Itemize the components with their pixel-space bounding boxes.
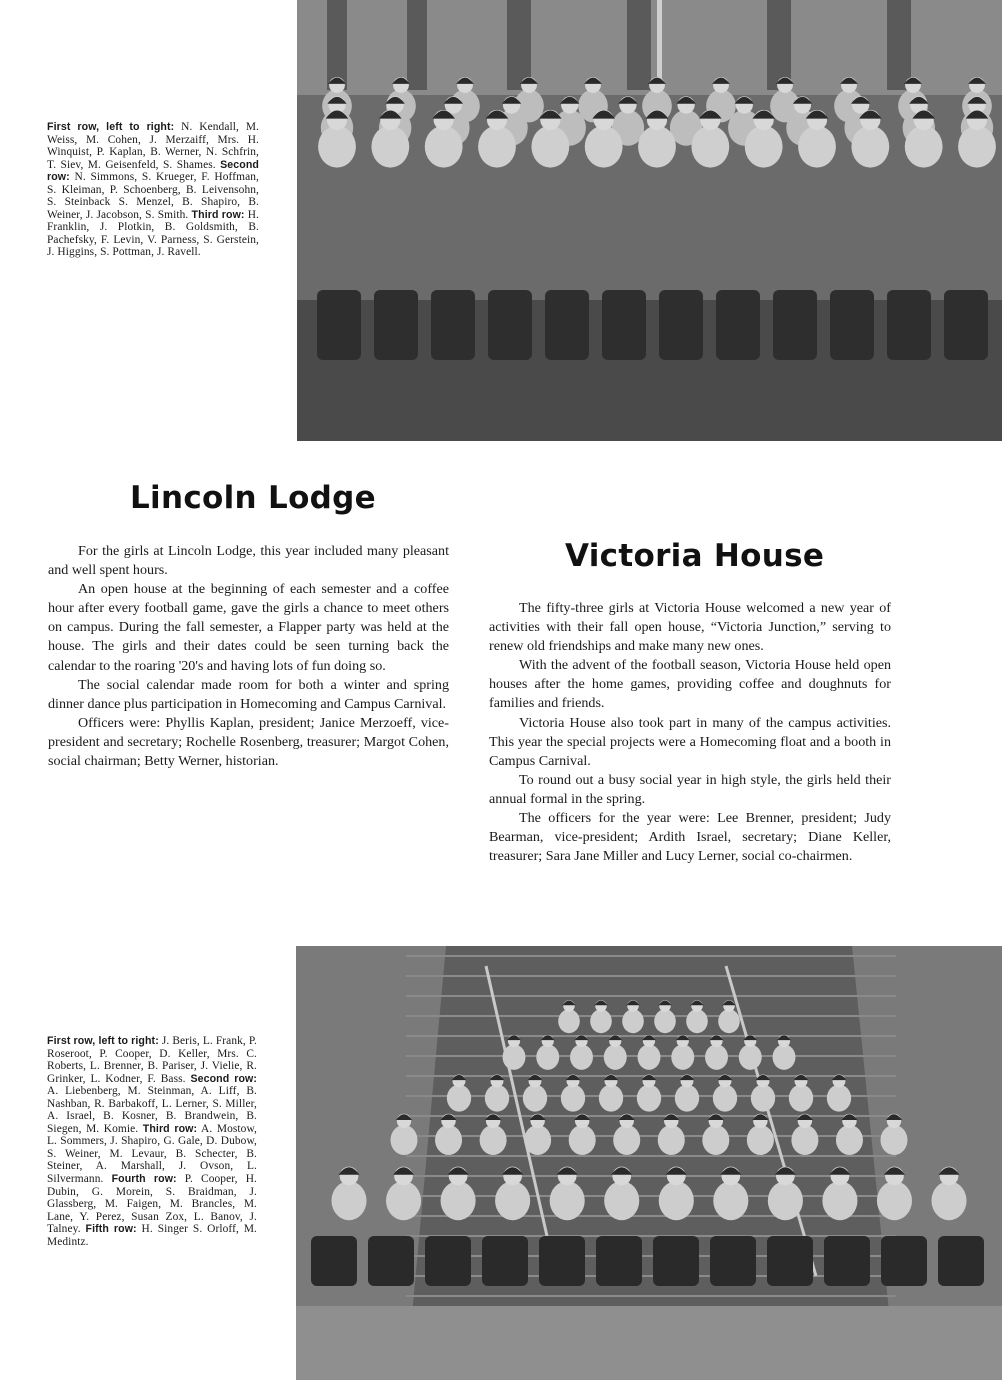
article-paragraph: The officers for the year were: Lee Brenner, president; Judy Bearman, vice-president; Ardith Israel, secretary; Diane Keller, treasurer; Sara Jane Miller and Lucy Lerner, social co-chairmen. <box>489 810 891 865</box>
caption-row-names: P. Cooper, H. Dubin, G. Morein, S. Braidman, J. Glassberg, M. Faigen, M. Brancles, M. Lane, Y. Perez, Susan Zox, L. Banov, J. Talney. <box>47 1173 257 1236</box>
caption-row-label: First row, left to right: <box>47 121 175 133</box>
caption-row-names: A. Liebenberg, M. Steinman, A. Liff, B. Nashban, R. Barbakoff, L. Lerner, S. Miller, A. Israel, B. Kosner, B. Brandwein, B. Siegen, M. Komie. <box>47 1085 257 1135</box>
article-paragraph: For the girls at Lincoln Lodge, this year included many pleasant and well spent hours. <box>48 543 449 579</box>
victoria-house-article <box>489 599 891 866</box>
caption-row-label: Fourth row: <box>111 1173 177 1186</box>
article-paragraph: Victoria House also took part in many of the campus activities. This year the special projects were a Homecoming float and a booth in Campus Carnival. <box>489 714 891 769</box>
victoria-house-photo-caption <box>47 1035 257 1248</box>
caption-row-label: First row, left to right: <box>47 1035 159 1047</box>
lincoln-lodge-photo-caption <box>47 121 259 259</box>
caption-row-names: N. Simmons, S. Krueger, F. Hoffman, S. Kleiman, P. Schoenberg, B. Leivensohn, S. Steinback S. Menzel, B. Shapiro, B. Weiner, J. Jacobson, S. Smith. <box>47 171 259 221</box>
article-paragraph: To round out a busy social year in high style, the girls held their annual formal in the spring. <box>489 771 891 807</box>
lincoln-lodge-heading: Lincoln Lodge <box>130 480 376 516</box>
lincoln-lodge-group-photo <box>297 0 1002 441</box>
article-paragraph: Officers were: Phyllis Kaplan, president; Janice Merzoeff, vice-president and secretary; Rochelle Rosenberg, treasurer; Margot Cohen, social chairman; Betty Werner, historian. <box>48 714 449 770</box>
caption-row-names: A. Mostow, L. Sommers, J. Shapiro, G. Gale, D. Dubow, S. Weiner, M. Levaur, B. Schecter, B. Steiner, A. Marshall, J. Ovson, L. Silvermann. <box>47 1122 257 1186</box>
caption-row-label: Second row: <box>47 158 259 184</box>
caption-row-label: Second row: <box>190 1072 258 1085</box>
caption-row-names: H. Singer S. Orloff, M. Medintz. <box>47 1223 258 1248</box>
caption-row-label: Fifth row: <box>85 1223 137 1236</box>
victoria-house-group-photo <box>296 946 1002 1380</box>
caption-row-names: N. Kendall, M. Weiss, M. Cohen, J. Merzaiff, Mrs. H. Winquist, P. Kaplan, B. Werner, N. Schfrin, T. Siev, M. Geisenfeld, S. Shames. <box>47 121 259 171</box>
article-paragraph: The social calendar made room for both a winter and spring dinner dance plus participation in Homecoming and Campus Carnival. <box>48 676 449 712</box>
caption-row-label: Third row: <box>142 1122 198 1135</box>
lincoln-lodge-article <box>48 542 449 771</box>
caption-row-label: Third row: <box>191 208 245 221</box>
article-paragraph: The fifty-three girls at Victoria House welcomed a new year of activities with their fall open house, “Victoria Junction,” serving to renew old friendships and make many new ones. <box>489 600 891 655</box>
victoria-house-heading: Victoria House <box>565 538 825 574</box>
caption-row-names: J. Beris, L. Frank, P. Roseroot, P. Cooper, D. Keller, Mrs. C. Roberts, L. Brenner, B. Pariser, J. Vielie, R. Grinker, L. Kodner, F. Bass. <box>47 1035 257 1085</box>
caption-row-names: H. Franklin, J. Plotkin, B. Goldsmith, B. Pachefsky, F. Levin, V. Parness, S. Gerstein, J. Higgins, S. Pottman, J. Ravell. <box>47 208 259 259</box>
article-paragraph: An open house at the beginning of each semester and a coffee hour after every football game, gave the girls a chance to meet others on campus. During the fall semester, a Flapper party was held at the house. The girls and their dates could be seen turning back the calendar to the roaring '20's and having lots of fun doing so. <box>48 581 449 674</box>
article-paragraph: With the advent of the football season, Victoria House held open houses after the home games, providing coffee and doughnuts for families and friends. <box>489 657 891 712</box>
